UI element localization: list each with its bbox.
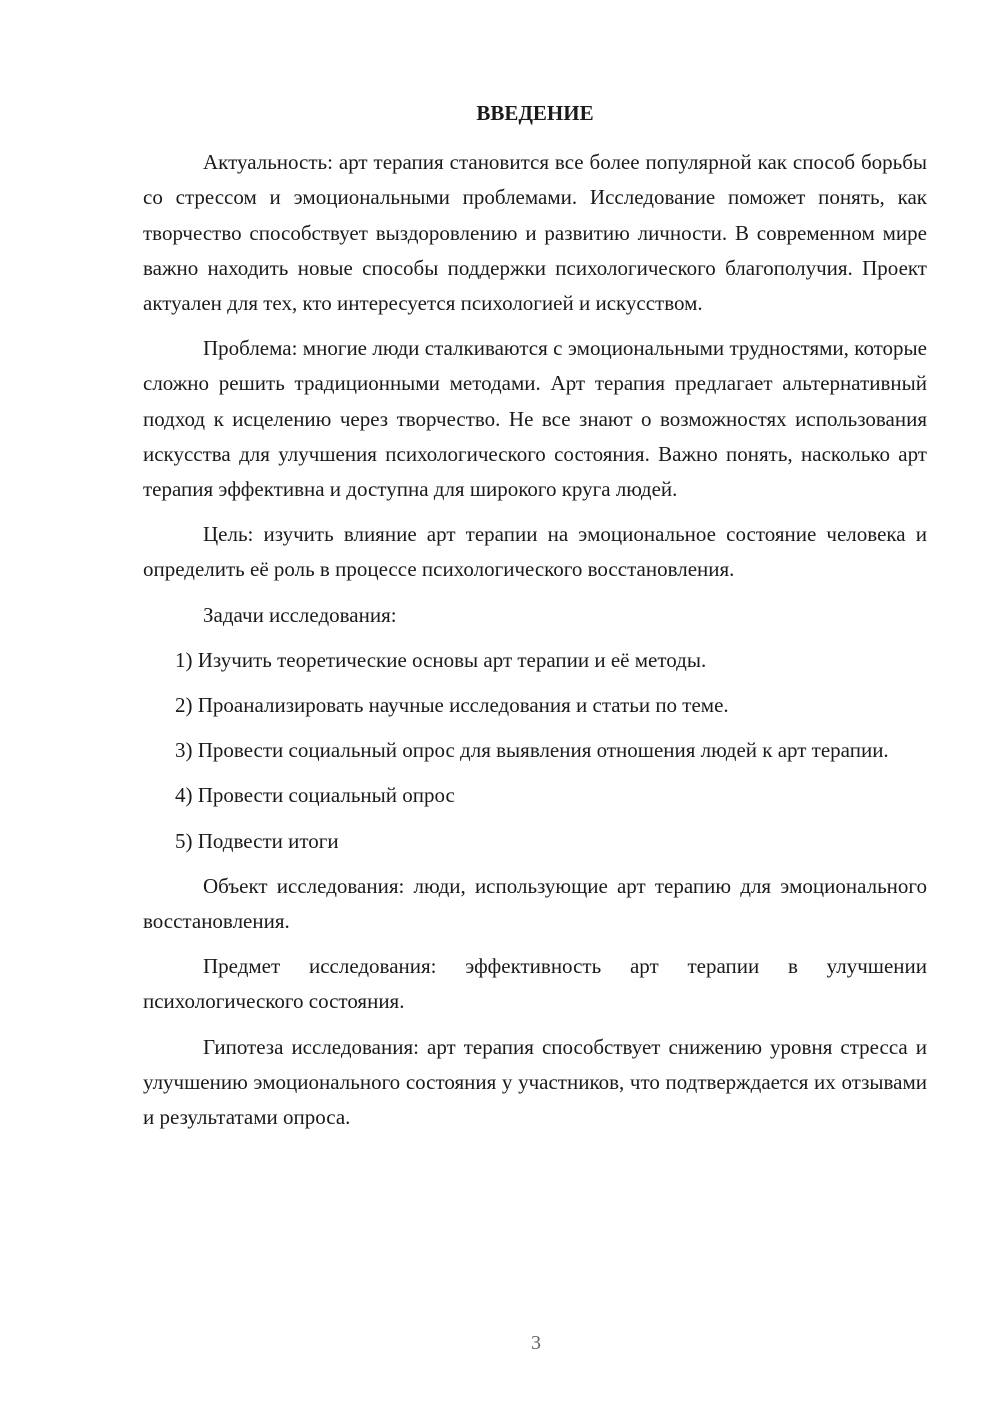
paragraph-subject: Предмет исследования: эффективность арт терапии в улучшении психологического состояния. (143, 954, 927, 1014)
paragraph-relevance: Актуальность: арт терапия становится все более популярной как способ борьбы со стрессом и эмоциональными проблемами. Исследование поможет понять, как творчество способствует выздоровлению и развитию личности. В современном мире важно находить новые способы поддержки психологического благополучия. Проект актуален для тех, кто интересуется психологией и искусством. (143, 150, 927, 316)
paragraph-goal: Цель: изучить влияние арт терапии на эмоциональное состояние человека и определить её роль в процессе психологического восстановления. (143, 522, 927, 582)
paragraph-hypothesis: Гипотеза исследования: арт терапия способствует снижению уровня стресса и улучшению эмоционального состояния у участников, что подтверждается их отзывами и результатами опроса. (143, 1034, 927, 1130)
page-number: 3 (531, 1332, 541, 1354)
document-body (143, 96, 927, 1145)
task-item-3: 3) Провести социальный опрос для выявления отношения людей к арт терапии. (175, 738, 889, 763)
paragraph-problem: Проблема: многие люди сталкиваются с эмоциональными трудностями, которые сложно решить традиционными методами. Арт терапия предлагает альтернативный подход к исцелению через творчество. Не все знают о возможностях использования искусства для улучшения психологического состояния. Важно понять, насколько арт терапия эффективна и доступна для широкого круга людей. (143, 336, 927, 502)
paragraph-object: Объект исследования: люди, использующие арт терапию для эмоционального восстановления. (143, 873, 927, 934)
task-item-5: 5) Подвести итоги (175, 828, 339, 853)
task-item-1: 1) Изучить теоретические основы арт терапии и её методы. (175, 647, 707, 672)
page-title: ВВЕДЕНИЕ (476, 101, 594, 125)
task-item-4: 4) Провести социальный опрос (175, 783, 455, 808)
tasks-heading: Задачи исследования: (203, 602, 397, 627)
task-item-2: 2) Проанализировать научные исследования и статьи по теме. (175, 693, 729, 718)
